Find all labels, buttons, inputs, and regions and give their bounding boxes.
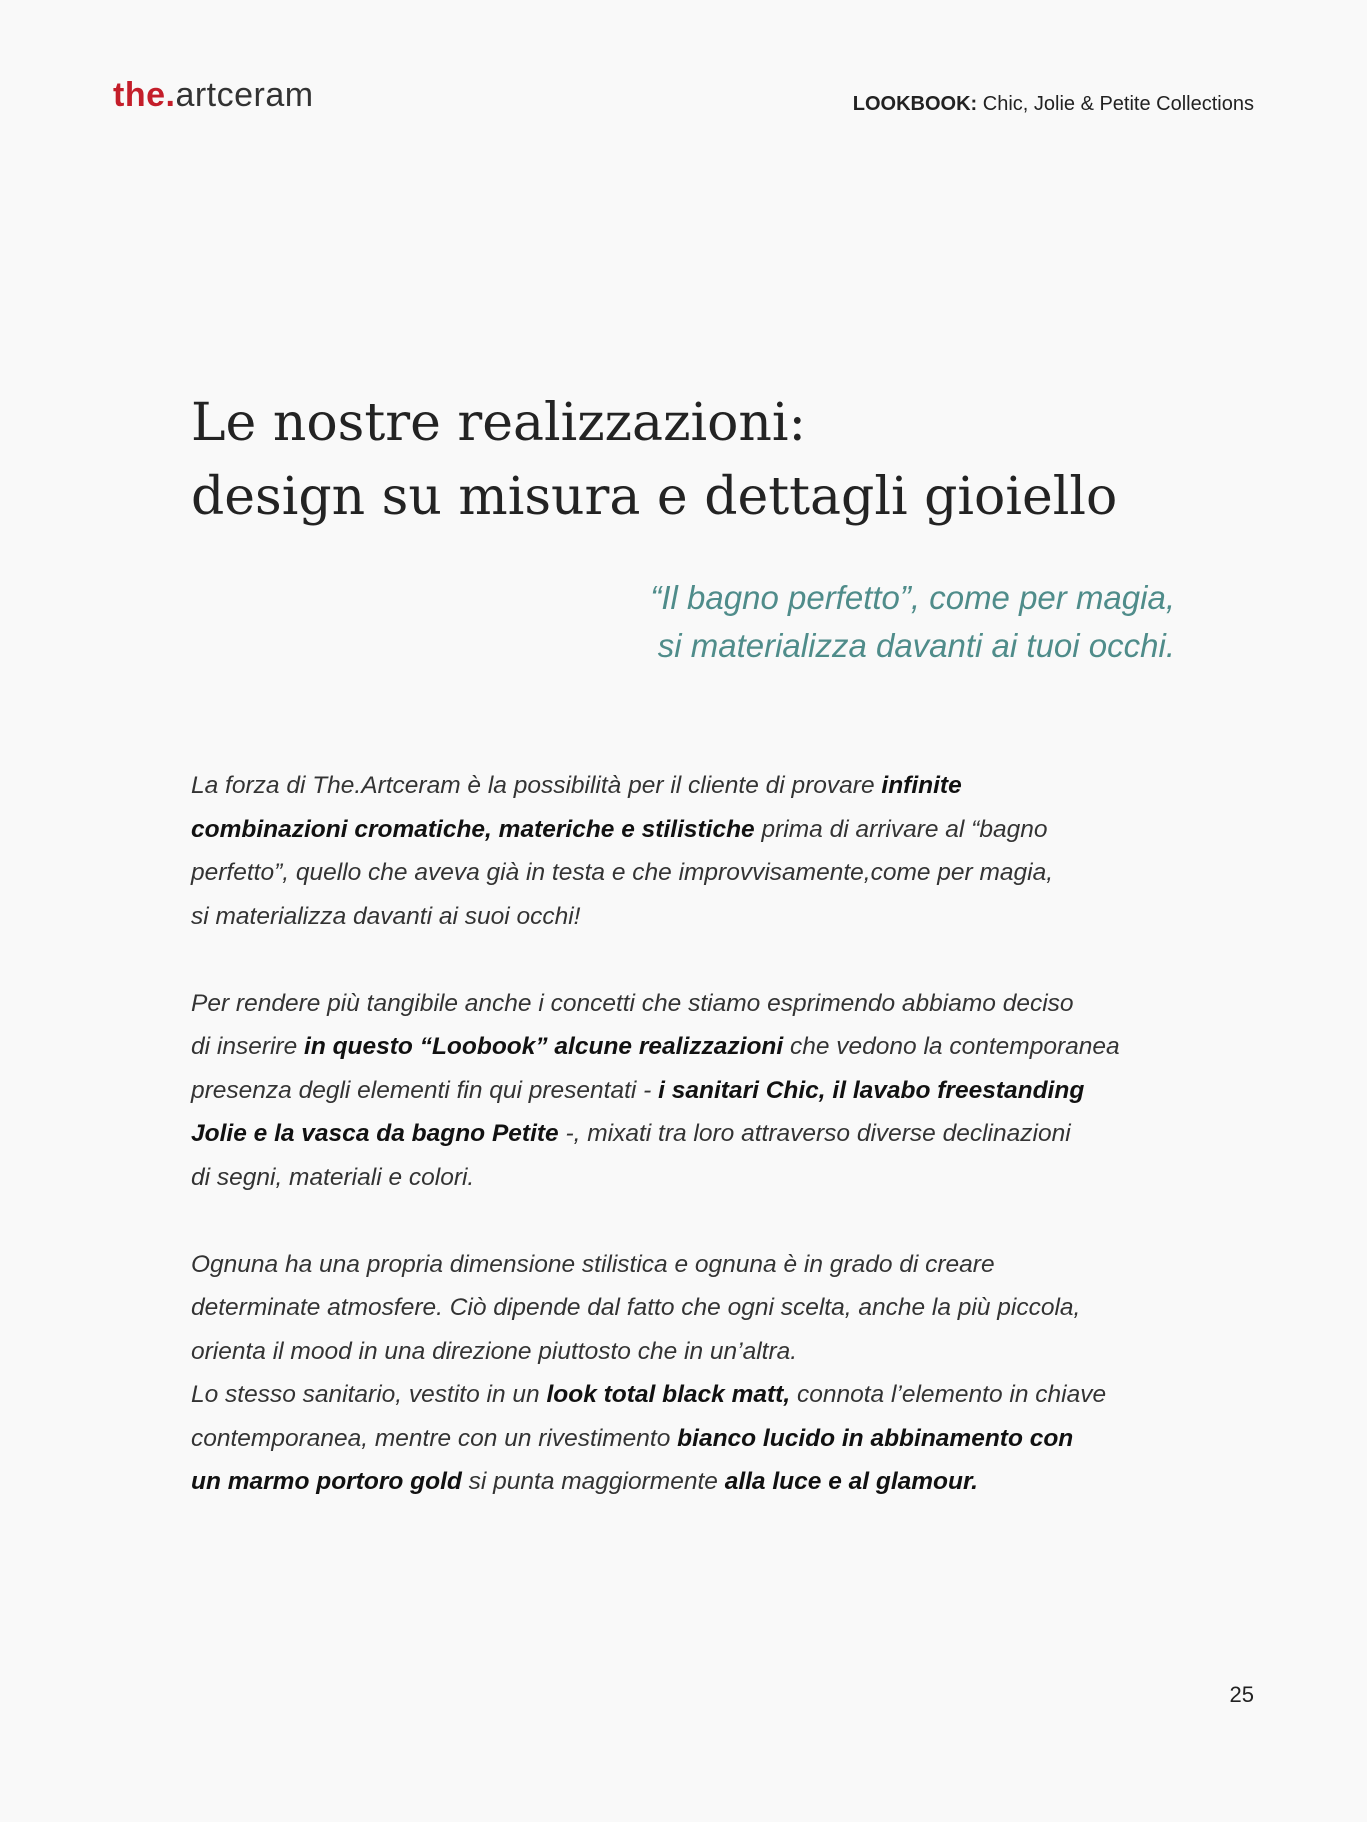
text-span: -, mixati tra loro attraverso diverse declinazioni [558, 1120, 1071, 1147]
bold-span: infinite [881, 772, 962, 799]
logo-brand-text: the. [113, 76, 176, 114]
bold-span: un marmo portoro gold [191, 1468, 462, 1495]
bold-span: i sanitari Chic, il lavabo freestanding [658, 1076, 1085, 1104]
text-span: contemporanea, mentre con un rivestimento [191, 1424, 678, 1452]
quote-line-1: “Il bagno perfetto”, come per magia, [650, 579, 1175, 616]
p1-line-4: si materializza davanti ai suoi occhi! [191, 902, 581, 930]
logo-name-text: artceram [175, 76, 314, 114]
p2-line-1: Per rendere più tangibile anche i concetti che stiamo esprimendo abbiamo deciso [191, 989, 1074, 1017]
bold-span: look total black matt, [546, 1381, 791, 1408]
paragraph-3 [191, 1243, 1191, 1504]
text-span: di inserire [191, 1033, 305, 1060]
title-line-2: design su misura e dettagli gioiello [191, 467, 1118, 527]
lookbook-header [853, 93, 1254, 116]
text-span: prima di arrivare al “bagno [754, 815, 1048, 843]
p3-line-3: orienta il mood in una direzione piuttosto che in un’altra. [191, 1337, 798, 1365]
bold-span: alla luce e al glamour. [724, 1468, 978, 1495]
lookbook-title: Chic, Jolie & Petite Collections [977, 93, 1254, 115]
p3-line-1: Ognuna ha una propria dimensione stilistica e ognuna è in grado di creare [191, 1250, 995, 1278]
pull-quote [650, 574, 1175, 670]
paragraph-2 [191, 982, 1191, 1200]
bold-span: in questo “Loobook” alcune realizzazioni [304, 1033, 784, 1060]
text-span: connota l’elemento in chiave [790, 1381, 1107, 1408]
text-span: che vedono la contemporanea [783, 1033, 1120, 1060]
p2-line-4 [191, 1112, 1191, 1156]
brand-logo [113, 78, 314, 112]
page-title [191, 386, 1117, 534]
p3-line-2: determinate atmosfere. Ciò dipende dal fatto che ogni scelta, anche la più piccola, [191, 1294, 1081, 1321]
bold-span: bianco lucido in abbinamento con [677, 1424, 1074, 1452]
p2-line-2 [191, 1025, 1191, 1069]
text-span: presenza degli elementi fin qui presentati - [191, 1076, 659, 1104]
paragraph-1 [191, 764, 1191, 938]
text-span: Lo stesso sanitario, vestito in un [191, 1381, 547, 1408]
p3-line-4 [191, 1373, 1191, 1417]
lookbook-label: LOOKBOOK: [852, 93, 978, 115]
p1-line-3: perfetto”, quello che aveva già in testa e che improvvisamente,come per magia, [191, 859, 1054, 886]
page-number: 25 [1229, 1682, 1254, 1707]
body-text [191, 764, 1191, 1547]
p2-line-5: di segni, materiali e colori. [191, 1163, 475, 1191]
title-line-1: Le nostre realizzazioni: [191, 393, 807, 453]
text-span: si punta maggiormente [461, 1468, 725, 1495]
p3-line-5 [191, 1417, 1191, 1461]
text-span: La forza di The.Artceram è la possibilità per il cliente di provare [191, 772, 882, 799]
p2-line-3 [191, 1069, 1191, 1113]
bold-span: combinazioni cromatiche, materiche e stilistiche [191, 815, 755, 843]
p1-line-1 [191, 764, 1191, 808]
bold-span: Jolie e la vasca da bagno Petite [191, 1120, 559, 1147]
p3-line-6 [191, 1460, 1191, 1504]
quote-line-2: si materializza davanti ai tuoi occhi. [657, 627, 1175, 664]
p1-line-2 [191, 808, 1191, 852]
